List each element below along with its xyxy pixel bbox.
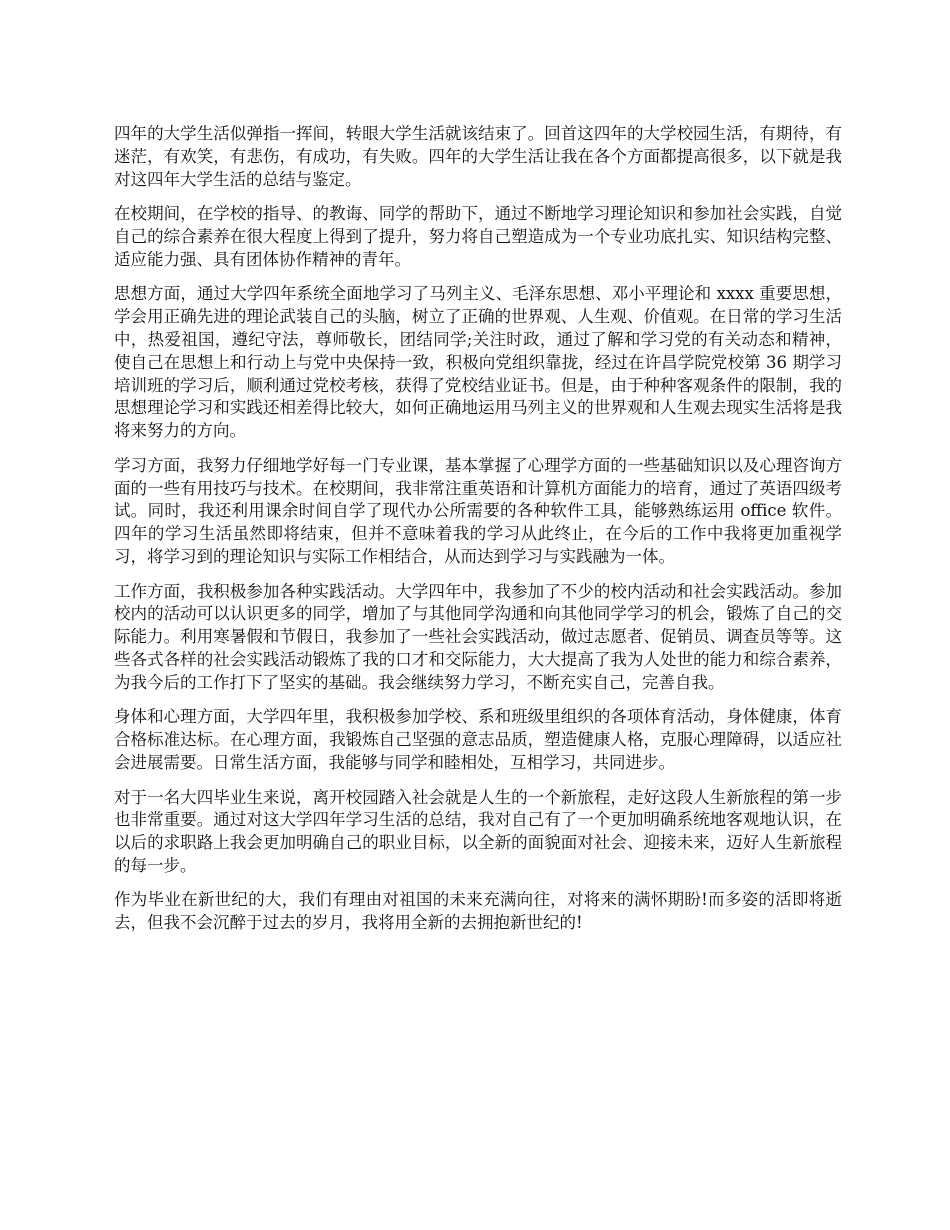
document-page — [114, 123, 842, 947]
paragraph-graduation: 对于一名大四毕业生来说，离开校园踏入社会就是人生的一个新旅程，走好这段人生新旅程的第一步也非常重要。通过对这大学四年学习生活的总结，我对自己有了一个更加明确系统地客观地认识，在以后的求职路上我会更加明确自己的职业目标，以全新的面貌面对社会、迎接未来，迈好人生新旅程的每一步。 — [114, 787, 842, 875]
paragraph-school-period: 在校期间，在学校的指导、的教诲、同学的帮助下，通过不断地学习理论知识和参加社会实践，自觉自己的综合素养在很大程度上得到了提升，努力将自己塑造成为一个专业功底扎实、知识结构完整、适应能力强、具有团体协作精神的青年。 — [114, 204, 842, 269]
paragraph-health: 身体和心理方面，大学四年里，我积极参加学校、系和班级里组织的各项体育活动，身体健康，体育合格标准达标。在心理方面，我锻炼自己坚强的意志品质，塑造健康人格，克服心理障碍，以适应社会进展需要。日常生活方面，我能够与同学和睦相处，互相学习，共同进步。 — [114, 707, 842, 772]
paragraph-work: 工作方面，我积极参加各种实践活动。大学四年中，我参加了不少的校内活动和社会实践活动。参加校内的活动可以认识更多的同学，增加了与其他同学沟通和向其他同学学习的机会，锻炼了自己的交际能力。利用寒暑假和节假日，我参加了一些社会实践活动，做过志愿者、促销员、调查员等等。这些各式各样的社会实践活动锻炼了我的口才和交际能力，大大提高了我为人处世的能力和综合素养，为我今后的工作打下了坚实的基础。我会继续努力学习，不断充实自己，完善自我。 — [114, 581, 842, 692]
paragraph-intro: 四年的大学生活似弹指一挥间，转眼大学生活就该结束了。回首这四年的大学校园生活，有期待，有迷茫，有欢笑，有悲伤，有成功，有失败。四年的大学生活让我在各个方面都提高很多，以下就是我对这四年大学生活的总结与鉴定。 — [114, 124, 842, 189]
paragraph-ideology: 思想方面，通过大学四年系统全面地学习了马列主义、毛泽东思想、邓小平理论和 xxxx 重要思想，学会用正确先进的理论武装自己的头脑，树立了正确的世界观、人生观、价值观。在日常的学习生活中，热爱祖国，遵纪守法，尊师敬长，团结同学;关注时政，通过了解和学习党的有关动态和精神，使自己在思想上和行动上与党中央保持一致，积极向党组织靠拢，经过在许昌学院党校第 36 期学习培训班的学习后，顺利通过党校考核，获得了党校结业证书。但是，由于种种客观条件的限制，我的思想理论学习和实践还相差得比较大，如何正确地运用马列主义的世界观和人生观去现实生活将是我将来努力的方向。 — [114, 284, 842, 441]
paragraph-closing: 作为毕业在新世纪的大，我们有理由对祖国的未来充满向往，对将来的满怀期盼!而多姿的活即将逝去，但我不会沉醉于过去的岁月，我将用全新的去拥抱新世纪的! — [114, 890, 842, 933]
paragraph-study: 学习方面，我努力仔细地学好每一门专业课，基本掌握了心理学方面的一些基础知识以及心理咨询方面的一些有用技巧与技术。在校期间，我非常注重英语和计算机方面能力的培育，通过了英语四级考试。同时，我还利用课余时间自学了现代办公所需要的各种软件工具，能够熟练运用 office 软件。四年的学习生活虽然即将结束，但并不意味着我的学习从此终止，在今后的工作中我将更加重视学习，将学习到的理论知识与实际工作相结合，从而达到学习与实践融为一体。 — [114, 455, 842, 566]
